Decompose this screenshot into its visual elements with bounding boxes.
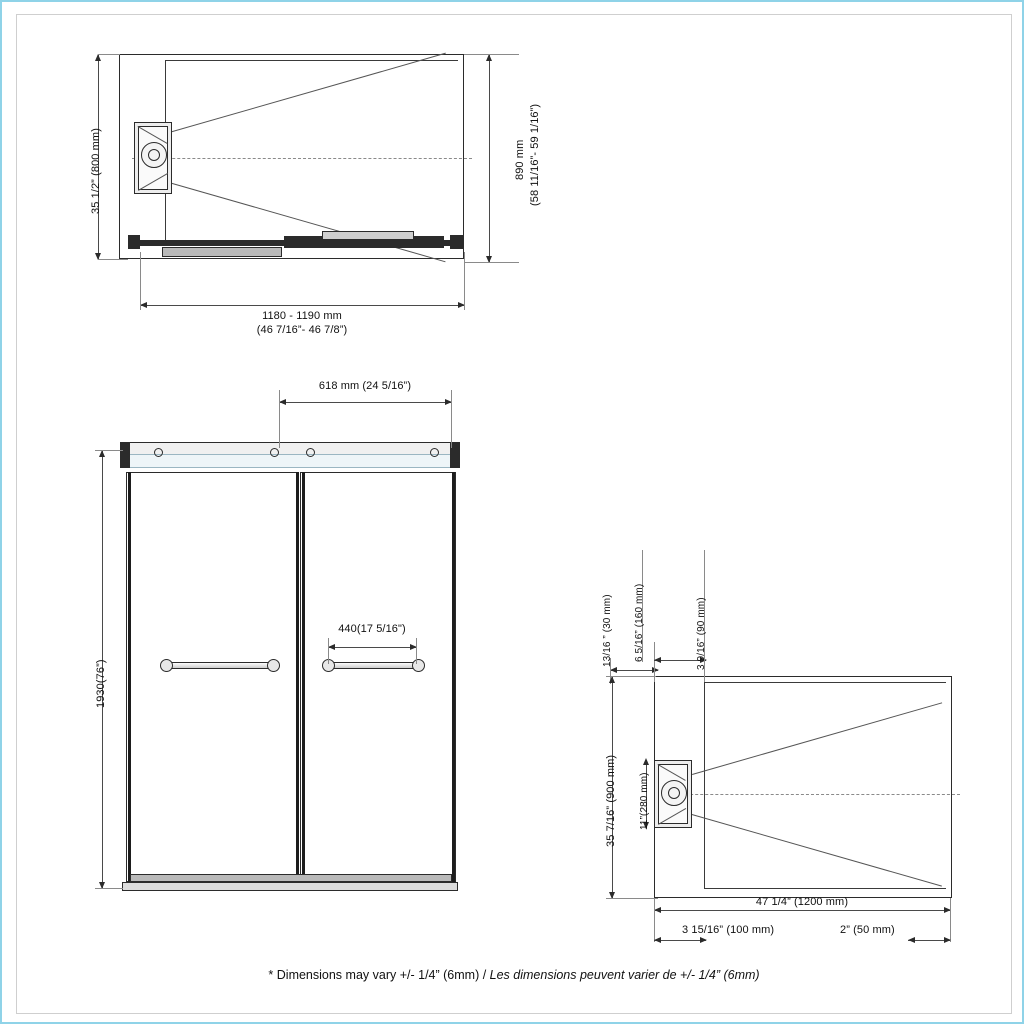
top-view-bottom-dim-label-2: (46 7/16”- 46 7/8”) — [256, 324, 348, 336]
plan-view-bottom-left-label: 3 15/16” (100 mm) — [682, 924, 775, 936]
plan-view-left-inner-arrow-top — [643, 758, 649, 765]
top-view-bottom-dim-line — [140, 305, 465, 306]
front-view-top-dim-label: 618 mm (24 5/16”) — [318, 380, 412, 392]
front-view-roller-bolt-2 — [270, 448, 279, 457]
front-view-door-overlap-stile — [296, 472, 299, 882]
plan-view-inner-edge — [704, 682, 705, 888]
front-view-roller-bolt-4 — [430, 448, 439, 457]
front-view-left-ext-bottom — [95, 888, 123, 889]
front-view-door-right — [300, 472, 456, 882]
plan-view-v3-arrow-left — [654, 657, 661, 663]
footnote-text-fr: Les dimensions peuvent varier de +/- 1/4” (6mm) — [489, 968, 760, 982]
plan-view-left-outer-label: 35 7/16” (900 mm) — [605, 754, 617, 847]
top-view-roller-hub — [148, 149, 160, 161]
front-view-left-dim-label: 1930(76”) — [95, 659, 107, 708]
top-view-left-ext-bottom — [98, 259, 128, 260]
plan-view-v1-arrow-left — [610, 667, 617, 673]
front-view-left-ext-top — [95, 450, 123, 451]
front-view-roller-bolt-3 — [306, 448, 315, 457]
front-view-door-right-stile — [302, 472, 305, 882]
front-view-handle-left — [164, 662, 274, 669]
plan-view-v1-dim-line — [610, 670, 658, 671]
plan-view-bottom-right-arrow-right — [944, 937, 951, 943]
plan-view-centerline — [670, 794, 960, 795]
footnote — [2, 968, 1024, 982]
plan-view-v1-label: 13/16 ” (30 mm) — [602, 594, 613, 667]
top-view-bottom-ext-left — [140, 252, 141, 310]
top-view-rail-end-left — [128, 235, 140, 249]
plan-view-inner-bottom-edge — [704, 888, 946, 889]
front-view-sill — [122, 882, 458, 891]
front-view-header-end-left — [120, 442, 130, 468]
top-view-rail-slider-left — [162, 247, 282, 257]
top-view-rail-end-right — [450, 235, 464, 249]
front-view-bottom-guide — [130, 874, 452, 882]
top-view-right-dim-label-2: (58 11/16”- 59 1/16”) — [529, 103, 541, 206]
plan-view-bottom-main-label: 47 1/4” (1200 mm) — [755, 896, 849, 908]
plan-view-left-inner-label: 11”(280 mm) — [639, 772, 650, 830]
front-view-handle-dim-arrow-left — [328, 644, 335, 650]
top-view-centerline — [132, 158, 472, 159]
top-view-rail-cap — [322, 231, 414, 240]
front-view-top-dim-line — [279, 402, 451, 403]
top-view-left-ext-top — [98, 54, 120, 55]
front-view-handle-left-cap-a — [160, 659, 173, 672]
top-view-right-dim-label-1: 890 mm — [514, 139, 526, 180]
top-view-bottom-dim-label-1: 1180 - 1190 mm — [262, 310, 342, 322]
plan-view-inner-top-edge — [704, 682, 946, 683]
top-view-left-dim-label: 35 1/2” (800 mm) — [90, 128, 102, 214]
plan-view-bottom-main-ext-left — [654, 898, 655, 942]
top-view-right-dim-arrow-top — [486, 54, 492, 61]
plan-view-bottom-right-label: 2” (50 mm) — [840, 924, 895, 936]
front-view-top-dim-arrow-left — [279, 399, 286, 405]
front-view-handle-ext-left — [328, 638, 329, 664]
plan-view-bottom-left-arrow-right — [700, 937, 707, 943]
top-view-bottom-ext-right — [464, 252, 465, 310]
front-view-header-glassband — [126, 454, 454, 468]
plan-view-left-outer-ext-bottom — [606, 898, 658, 899]
plan-view-bottom-main-arrow-left — [654, 907, 661, 913]
plan-view-bottom-right-arrow-left — [908, 937, 915, 943]
front-view-handle-dim-label: 440(17 5/16") — [338, 623, 406, 635]
front-view-door-left — [126, 472, 298, 882]
front-view-handle-right-cap-b — [412, 659, 425, 672]
plan-view-bottom-main-ext-right — [950, 898, 951, 942]
front-view-handle-ext-right — [416, 638, 417, 664]
front-view-left-dim-arrow-top — [99, 450, 105, 457]
plan-view-left-outer-ext-top — [606, 676, 656, 677]
front-view-handle-right — [328, 662, 420, 669]
front-view-top-ext-right — [451, 390, 452, 448]
plan-view-left-outer-arrow-top — [609, 676, 615, 683]
plan-view-bottom-left-arrow-left — [654, 937, 661, 943]
front-view-handle-dim-line — [328, 647, 416, 648]
front-view-door-right-edge — [452, 472, 455, 882]
top-view-right-ext-top — [464, 54, 519, 55]
plan-view-base-outline — [654, 676, 952, 898]
plan-view-bottom-left-dim-line — [654, 940, 706, 941]
plan-view-v3-label: 3 9/16” (90 mm) — [696, 597, 707, 670]
top-view-right-dim-line — [489, 54, 490, 262]
plan-view-v2-label: 6 5/16” (160 mm) — [634, 583, 645, 662]
plan-view-roller-hub — [668, 787, 680, 799]
front-view-handle-left-cap-b — [267, 659, 280, 672]
front-view-roller-bolt-1 — [154, 448, 163, 457]
top-view-left-dim-arrow-top — [95, 54, 101, 61]
front-view-top-ext-left — [279, 390, 280, 448]
top-view-bottom-dim-arrow-left — [140, 302, 147, 308]
front-view-door-left-stile — [128, 472, 131, 882]
plan-view-bottom-main-dim-line — [654, 910, 950, 911]
top-view-right-ext-bottom — [464, 262, 519, 263]
footnote-text-en: * Dimensions may vary +/- 1/4” (6mm) / — [268, 968, 490, 982]
